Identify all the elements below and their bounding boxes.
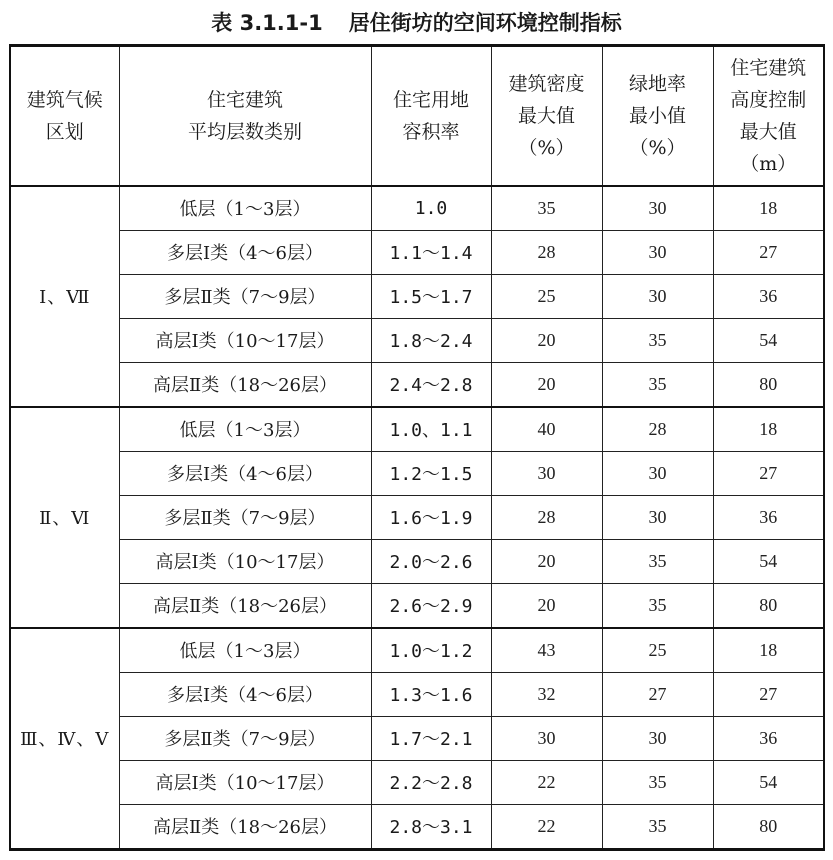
cell-height-limit: 27 xyxy=(713,451,824,495)
table-row xyxy=(10,407,824,452)
cell-building-density: 22 xyxy=(491,760,602,804)
table-header xyxy=(10,46,824,186)
cell-height-limit: 18 xyxy=(713,628,824,673)
table-row xyxy=(10,716,824,760)
cell-green-ratio: 35 xyxy=(602,760,713,804)
cell-floor-area-ratio: 2.4～2.8 xyxy=(371,362,491,407)
table-row xyxy=(10,628,824,673)
header-line: 平均层数类别 xyxy=(187,120,302,143)
cell-building-density: 35 xyxy=(491,186,602,231)
cell-building-density: 22 xyxy=(491,804,602,849)
cell-height-limit: 80 xyxy=(713,583,824,628)
cell-height-limit: 27 xyxy=(713,672,824,716)
cell-floor-area-ratio: 1.1～1.4 xyxy=(371,230,491,274)
cell-floor-area-ratio: 1.5～1.7 xyxy=(371,274,491,318)
table-title xyxy=(0,6,833,40)
cell-green-ratio: 30 xyxy=(602,274,713,318)
header-height-limit xyxy=(713,46,824,186)
cell-building-density: 20 xyxy=(491,318,602,362)
cell-floor-area-ratio: 2.6～2.9 xyxy=(371,583,491,628)
cell-floor-area-ratio: 1.0～1.2 xyxy=(371,628,491,673)
cell-height-limit: 18 xyxy=(713,186,824,231)
cell-building-density: 43 xyxy=(491,628,602,673)
header-building-density xyxy=(491,46,602,186)
cell-height-limit: 36 xyxy=(713,716,824,760)
header-floor-category xyxy=(119,46,371,186)
cell-building-density: 25 xyxy=(491,274,602,318)
cell-green-ratio: 30 xyxy=(602,230,713,274)
table-row xyxy=(10,539,824,583)
table-row xyxy=(10,362,824,407)
header-line: 最大值 xyxy=(739,120,797,143)
cell-floor-category: 多层Ⅱ类（7～9层） xyxy=(119,495,371,539)
table-row xyxy=(10,274,824,318)
cell-floor-category: 低层（1～3层） xyxy=(119,628,371,673)
header-line: 建筑密度 xyxy=(508,72,585,95)
cell-height-limit: 36 xyxy=(713,274,824,318)
table-caption: 居住街坊的空间环境控制指标 xyxy=(348,11,622,35)
cell-building-density: 40 xyxy=(491,407,602,452)
cell-green-ratio: 30 xyxy=(602,716,713,760)
cell-building-density: 20 xyxy=(491,362,602,407)
cell-floor-category: 多层Ⅱ类（7～9层） xyxy=(119,274,371,318)
cell-floor-category: 高层Ⅰ类（10～17层） xyxy=(119,760,371,804)
header-line: 最大值 xyxy=(517,104,575,127)
spatial-control-table xyxy=(9,44,825,851)
cell-green-ratio: 28 xyxy=(602,407,713,452)
table-row xyxy=(10,672,824,716)
header-climate-zone xyxy=(10,46,119,186)
cell-floor-category: 高层Ⅰ类（10～17层） xyxy=(119,318,371,362)
table-row xyxy=(10,583,824,628)
table-row xyxy=(10,186,824,231)
cell-floor-area-ratio: 1.8～2.4 xyxy=(371,318,491,362)
header-line: 住宅建筑 xyxy=(206,88,283,111)
cell-height-limit: 54 xyxy=(713,539,824,583)
cell-height-limit: 80 xyxy=(713,804,824,849)
cell-height-limit: 27 xyxy=(713,230,824,274)
cell-floor-area-ratio: 1.6～1.9 xyxy=(371,495,491,539)
table-row xyxy=(10,760,824,804)
cell-floor-category: 多层Ⅰ类（4～6层） xyxy=(119,451,371,495)
cell-building-density: 28 xyxy=(491,495,602,539)
cell-green-ratio: 27 xyxy=(602,672,713,716)
table-row xyxy=(10,230,824,274)
cell-building-density: 28 xyxy=(491,230,602,274)
table-number: 表 3.1.1-1 xyxy=(211,11,323,35)
header-line: （m） xyxy=(740,152,797,175)
cell-building-density: 30 xyxy=(491,716,602,760)
cell-floor-category: 高层Ⅱ类（18～26层） xyxy=(119,804,371,849)
table-row xyxy=(10,804,824,849)
cell-building-density: 32 xyxy=(491,672,602,716)
cell-green-ratio: 25 xyxy=(602,628,713,673)
cell-floor-area-ratio: 2.2～2.8 xyxy=(371,760,491,804)
cell-floor-category: 多层Ⅰ类（4～6层） xyxy=(119,672,371,716)
cell-height-limit: 54 xyxy=(713,318,824,362)
cell-building-density: 20 xyxy=(491,539,602,583)
table-row xyxy=(10,495,824,539)
cell-green-ratio: 35 xyxy=(602,539,713,583)
header-line: 最小值 xyxy=(628,104,686,127)
cell-floor-area-ratio: 2.8～3.1 xyxy=(371,804,491,849)
cell-building-density: 30 xyxy=(491,451,602,495)
cell-floor-area-ratio: 1.0 xyxy=(371,186,491,231)
cell-climate-zone: Ⅲ、Ⅳ、Ⅴ xyxy=(10,628,119,850)
cell-floor-area-ratio: 1.0、1.1 xyxy=(371,407,491,452)
cell-green-ratio: 35 xyxy=(602,804,713,849)
header-floor-area-ratio xyxy=(371,46,491,186)
cell-green-ratio: 35 xyxy=(602,362,713,407)
table-row xyxy=(10,318,824,362)
cell-height-limit: 18 xyxy=(713,407,824,452)
cell-height-limit: 80 xyxy=(713,362,824,407)
header-line: 高度控制 xyxy=(730,88,807,111)
header-line: 建筑气候 xyxy=(26,88,103,111)
cell-green-ratio: 35 xyxy=(602,583,713,628)
header-line: 容积率 xyxy=(402,120,460,143)
cell-floor-area-ratio: 1.7～2.1 xyxy=(371,716,491,760)
table-body xyxy=(10,186,824,850)
cell-floor-area-ratio: 1.2～1.5 xyxy=(371,451,491,495)
table-row xyxy=(10,451,824,495)
header-line: 住宅用地 xyxy=(392,88,469,111)
cell-green-ratio: 30 xyxy=(602,451,713,495)
cell-floor-category: 高层Ⅰ类（10～17层） xyxy=(119,539,371,583)
cell-floor-category: 多层Ⅱ类（7～9层） xyxy=(119,716,371,760)
cell-height-limit: 36 xyxy=(713,495,824,539)
header-line: 住宅建筑 xyxy=(730,56,807,79)
header-line: 区划 xyxy=(45,120,84,143)
cell-green-ratio: 35 xyxy=(602,318,713,362)
cell-height-limit: 54 xyxy=(713,760,824,804)
cell-building-density: 20 xyxy=(491,583,602,628)
header-line: （%） xyxy=(629,136,686,159)
header-line: （%） xyxy=(518,136,575,159)
cell-floor-category: 高层Ⅱ类（18～26层） xyxy=(119,362,371,407)
cell-floor-category: 高层Ⅱ类（18～26层） xyxy=(119,583,371,628)
cell-floor-category: 低层（1～3层） xyxy=(119,407,371,452)
cell-floor-area-ratio: 1.3～1.6 xyxy=(371,672,491,716)
header-line: 绿地率 xyxy=(628,72,686,95)
cell-green-ratio: 30 xyxy=(602,186,713,231)
cell-green-ratio: 30 xyxy=(602,495,713,539)
cell-floor-category: 低层（1～3层） xyxy=(119,186,371,231)
header-green-ratio xyxy=(602,46,713,186)
cell-climate-zone: Ⅱ、Ⅵ xyxy=(10,407,119,628)
cell-climate-zone: Ⅰ、Ⅶ xyxy=(10,186,119,407)
cell-floor-area-ratio: 2.0～2.6 xyxy=(371,539,491,583)
cell-floor-category: 多层Ⅰ类（4～6层） xyxy=(119,230,371,274)
